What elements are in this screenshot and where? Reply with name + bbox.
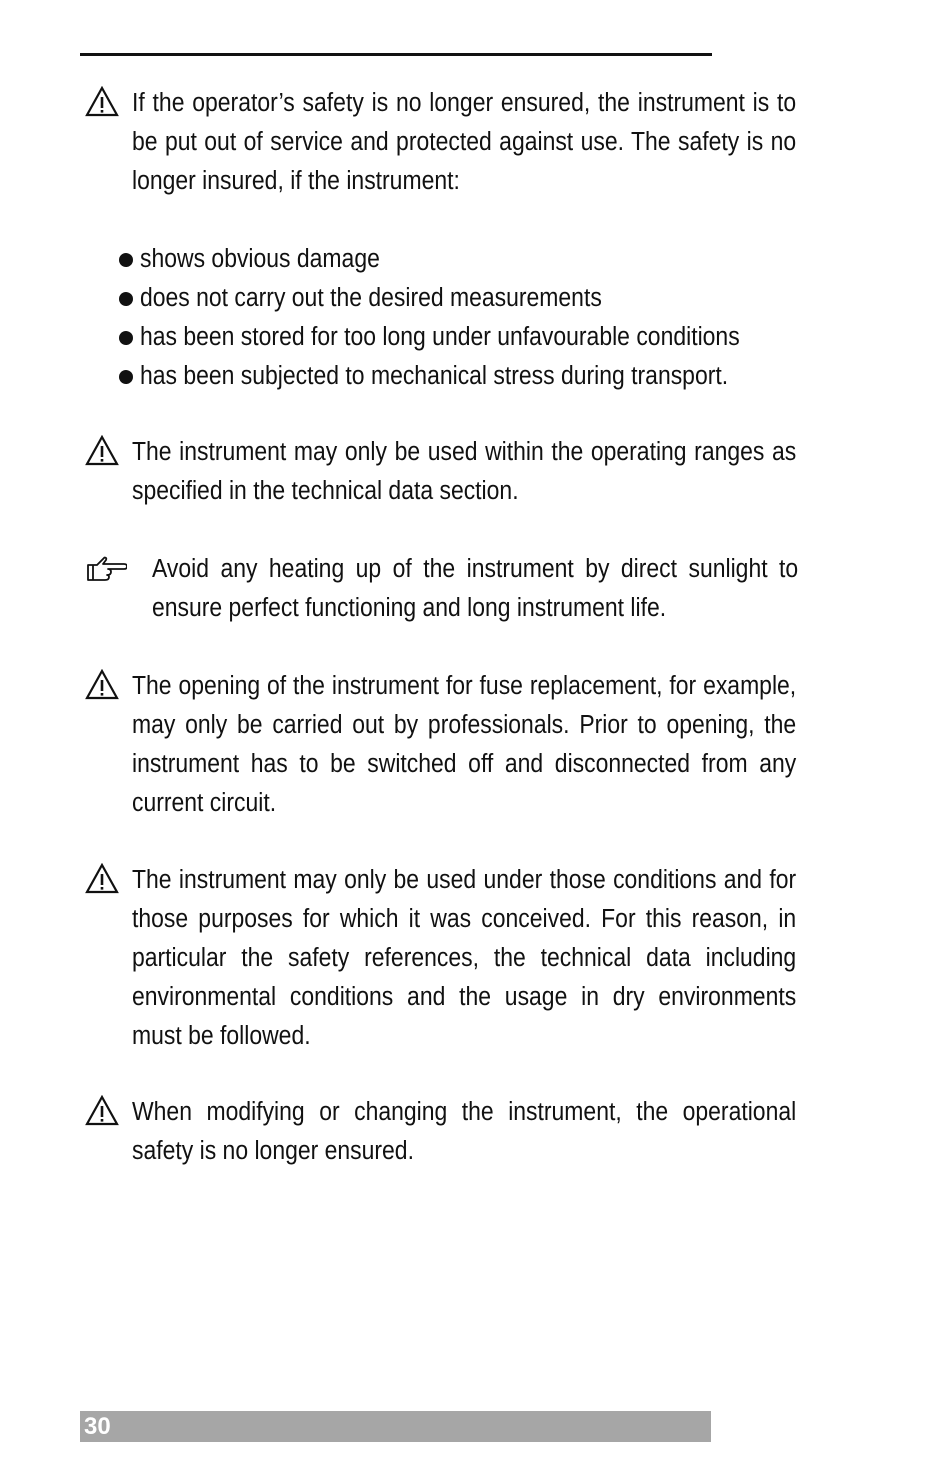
- list-item: shows obvious damage: [116, 240, 806, 279]
- list-item: does not carry out the desired measurements: [116, 279, 806, 318]
- safety-paragraph-2: The instrument may only be used within the operating ranges as specified in the technical data section.: [132, 438, 797, 505]
- warning-triangle-icon: [85, 86, 119, 118]
- safety-paragraph-4: The instrument may only be used under those conditions and for those purposes for which it was conceived. For this reason, in particular the safety references, the technical data including environmental conditions and the usage in dry environments must be followed.: [132, 866, 797, 1050]
- pointing-hand-icon: [85, 556, 127, 584]
- bullet-dot: [119, 370, 133, 384]
- warning-triangle-icon: [85, 1095, 119, 1127]
- safety-paragraph-1: If the operator’s safety is no longer ensured, the instrument is to be put out of service and protected against use. The safety is no longer insured, if the instrument:: [132, 89, 797, 195]
- bullet-dot: [119, 253, 133, 267]
- list-item: has been stored for too long under unfavourable conditions: [116, 318, 806, 357]
- bullet-dot: [119, 292, 133, 306]
- warning-triangle-icon: [85, 435, 119, 467]
- footer-bar: [80, 1411, 711, 1442]
- safety-paragraph-5: When modifying or changing the instrument, the operational safety is no longer ensured.: [132, 1098, 797, 1165]
- page-number: 30: [84, 1413, 111, 1440]
- warning-triangle-icon: [85, 863, 119, 895]
- bullet-dot: [119, 331, 133, 345]
- top-rule: [80, 53, 712, 56]
- safety-paragraph-3: The opening of the instrument for fuse replacement, for example, may only be carried out by professionals. Prior to opening, the instrument has to be switched off and disconnected from any current circuit.: [132, 672, 797, 817]
- note-paragraph: Avoid any heating up of the instrument by direct sunlight to ensure perfect functioning and long instrument life.: [152, 555, 799, 622]
- warning-triangle-icon: [85, 669, 119, 701]
- list-item: has been subjected to mechanical stress during transport.: [116, 357, 806, 396]
- condition-list: [116, 240, 806, 396]
